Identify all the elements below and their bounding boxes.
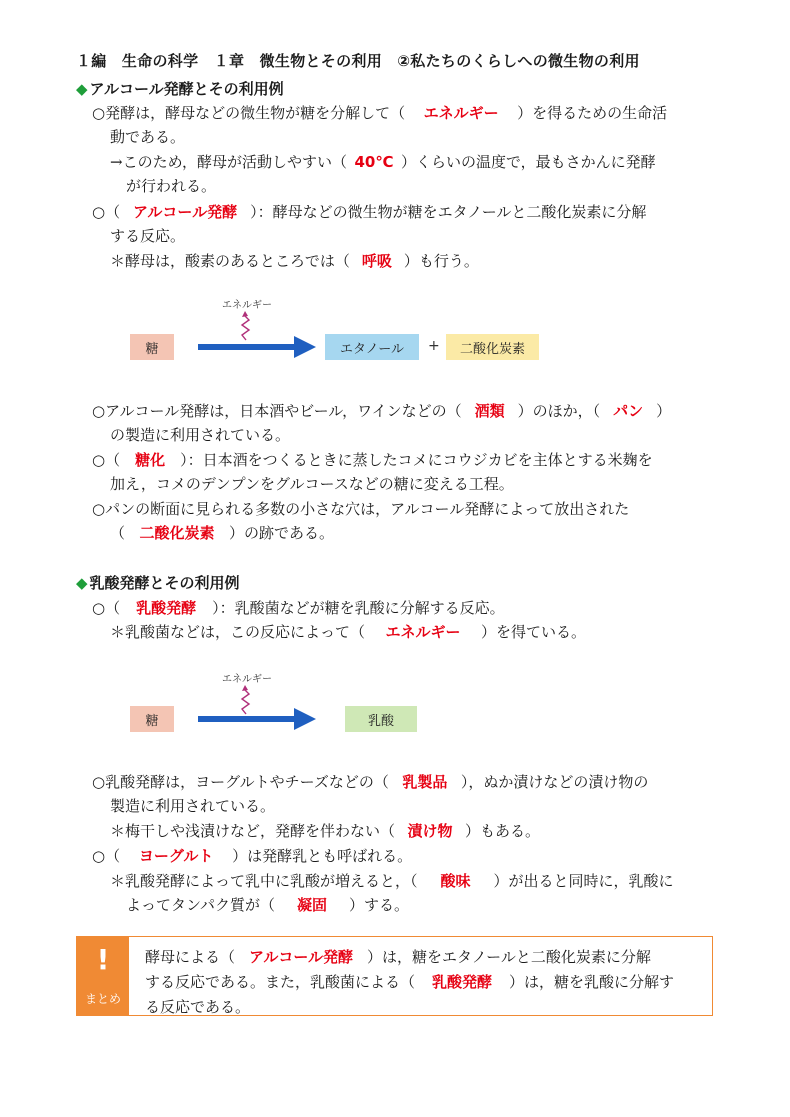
answer-text: エネルギー: [423, 104, 499, 122]
text-line: 動である。: [110, 128, 186, 146]
text-line: ＊乳酸菌などは，この反応によって（ エネルギー ）を得ている。: [110, 620, 586, 644]
text-line: →このため，酵母が活動しやすい（ 40℃ ）くらいの温度で，最もさかんに発酵: [110, 150, 656, 174]
answer-text: 呼吸: [361, 252, 392, 270]
text-line: ○（ アルコール発酵 ）：酵母などの微生物が糖をエタノールと二酸化炭素に分解: [92, 200, 646, 224]
answer-text: アルコール発酵: [133, 203, 238, 221]
answer-text: エネルギー: [385, 623, 461, 641]
text-line: ○（ ヨーグルト ）は発酵乳とも呼ばれる。: [92, 844, 412, 868]
answer-text: 乳製品: [402, 773, 448, 791]
summary-text: 酵母による（ アルコール発酵 ）は，糖をエタノールと二酸化炭素に分解 する反応である。また，乳酸菌による（ 乳酸発酵 ）は，糖を乳酸に分解す る反応である。: [145, 945, 674, 1020]
reaction-arrow-icon: [198, 706, 316, 732]
sugar-box: 糖: [130, 334, 174, 360]
reaction-arrow-icon: [198, 334, 316, 360]
summary-label: まとめ: [84, 992, 121, 1006]
section-heading-lactic: ◆ 乳酸発酵とその利用例: [76, 574, 240, 592]
plus-sign: +: [428, 338, 440, 354]
text-line: ○アルコール発酵は，日本酒やビール，ワインなどの（ 酒類 ）のほか，（ パン ）: [92, 399, 671, 423]
text-line: よってタンパク質が（ 凝固 ）する。: [126, 893, 409, 917]
text-line: の製造に利用されている。: [110, 426, 291, 444]
page-title: １編 生命の科学 １章 微生物とその利用 ②私たちのくらしへの微生物の利用: [76, 52, 640, 70]
text-line: ○乳酸発酵は，ヨーグルトやチーズなどの（ 乳製品 ），ぬか漬けなどの漬け物の: [92, 770, 648, 794]
text-line: ○パンの断面に見られる多数の小さな穴は，アルコール発酵によって放出された: [92, 500, 630, 518]
text-line: ＊乳酸発酵によって乳中に乳酸が増えると，（ 酸味 ）が出ると同時に，乳酸に: [110, 869, 674, 893]
text-line: が行われる。: [126, 177, 217, 195]
text-line: 加え，コメのデンプンをグルコースなどの糖に変える工程。: [110, 475, 514, 493]
answer-text: アルコール発酵: [248, 948, 354, 966]
answer-text: 酸味: [440, 872, 471, 890]
lactic-acid-box: 乳酸: [345, 706, 417, 732]
exclamation-icon: !: [96, 943, 110, 976]
answer-text: 漬け物: [407, 822, 453, 840]
diamond-icon: ◆: [76, 80, 88, 98]
text-line: （ 二酸化炭素 ）の跡である。: [110, 521, 334, 545]
text-line: ○（ 糖化 ）：日本酒をつくるときに蒸したコメにコウジカビを主体とする米麹を: [92, 448, 653, 472]
text-line: する反応。: [110, 227, 186, 245]
answer-text: 酒類: [474, 402, 505, 420]
diamond-icon: ◆: [76, 574, 88, 592]
text-line: ＊梅干しや浅漬けなど，発酵を伴わない（ 漬け物 ）もある。: [110, 819, 540, 843]
text-line: ○発酵は，酵母などの微生物が糖を分解して（ エネルギー ）を得るための生命活: [92, 101, 667, 125]
summary-box: [76, 936, 713, 1016]
answer-text: 糖化: [135, 451, 166, 469]
ethanol-box: エタノール: [325, 334, 419, 360]
answer-text: 凝固: [296, 896, 327, 914]
answer-text: 乳酸発酵: [432, 973, 493, 991]
answer-text: ヨーグルト: [138, 847, 214, 865]
text-line: ○（ 乳酸発酵 ）：乳酸菌などが糖を乳酸に分解する反応。: [92, 596, 505, 620]
answer-text: 二酸化炭素: [139, 524, 215, 542]
text-line: 製造に利用されている。: [110, 797, 276, 815]
answer-text: 乳酸発酵: [136, 599, 197, 617]
text-line: ＊酵母は，酸素のあるところでは（ 呼吸 ）も行う。: [110, 249, 479, 273]
energy-label: エネルギー: [222, 300, 272, 311]
carbon-dioxide-box: 二酸化炭素: [446, 334, 539, 360]
sugar-box: 糖: [130, 706, 174, 732]
answer-text: 40℃: [354, 153, 394, 171]
answer-text: パン: [613, 402, 644, 420]
section-heading-alcohol: ◆ アルコール発酵とその利用例: [76, 80, 284, 98]
summary-badge: [77, 937, 129, 1015]
energy-label: エネルギー: [222, 674, 272, 685]
